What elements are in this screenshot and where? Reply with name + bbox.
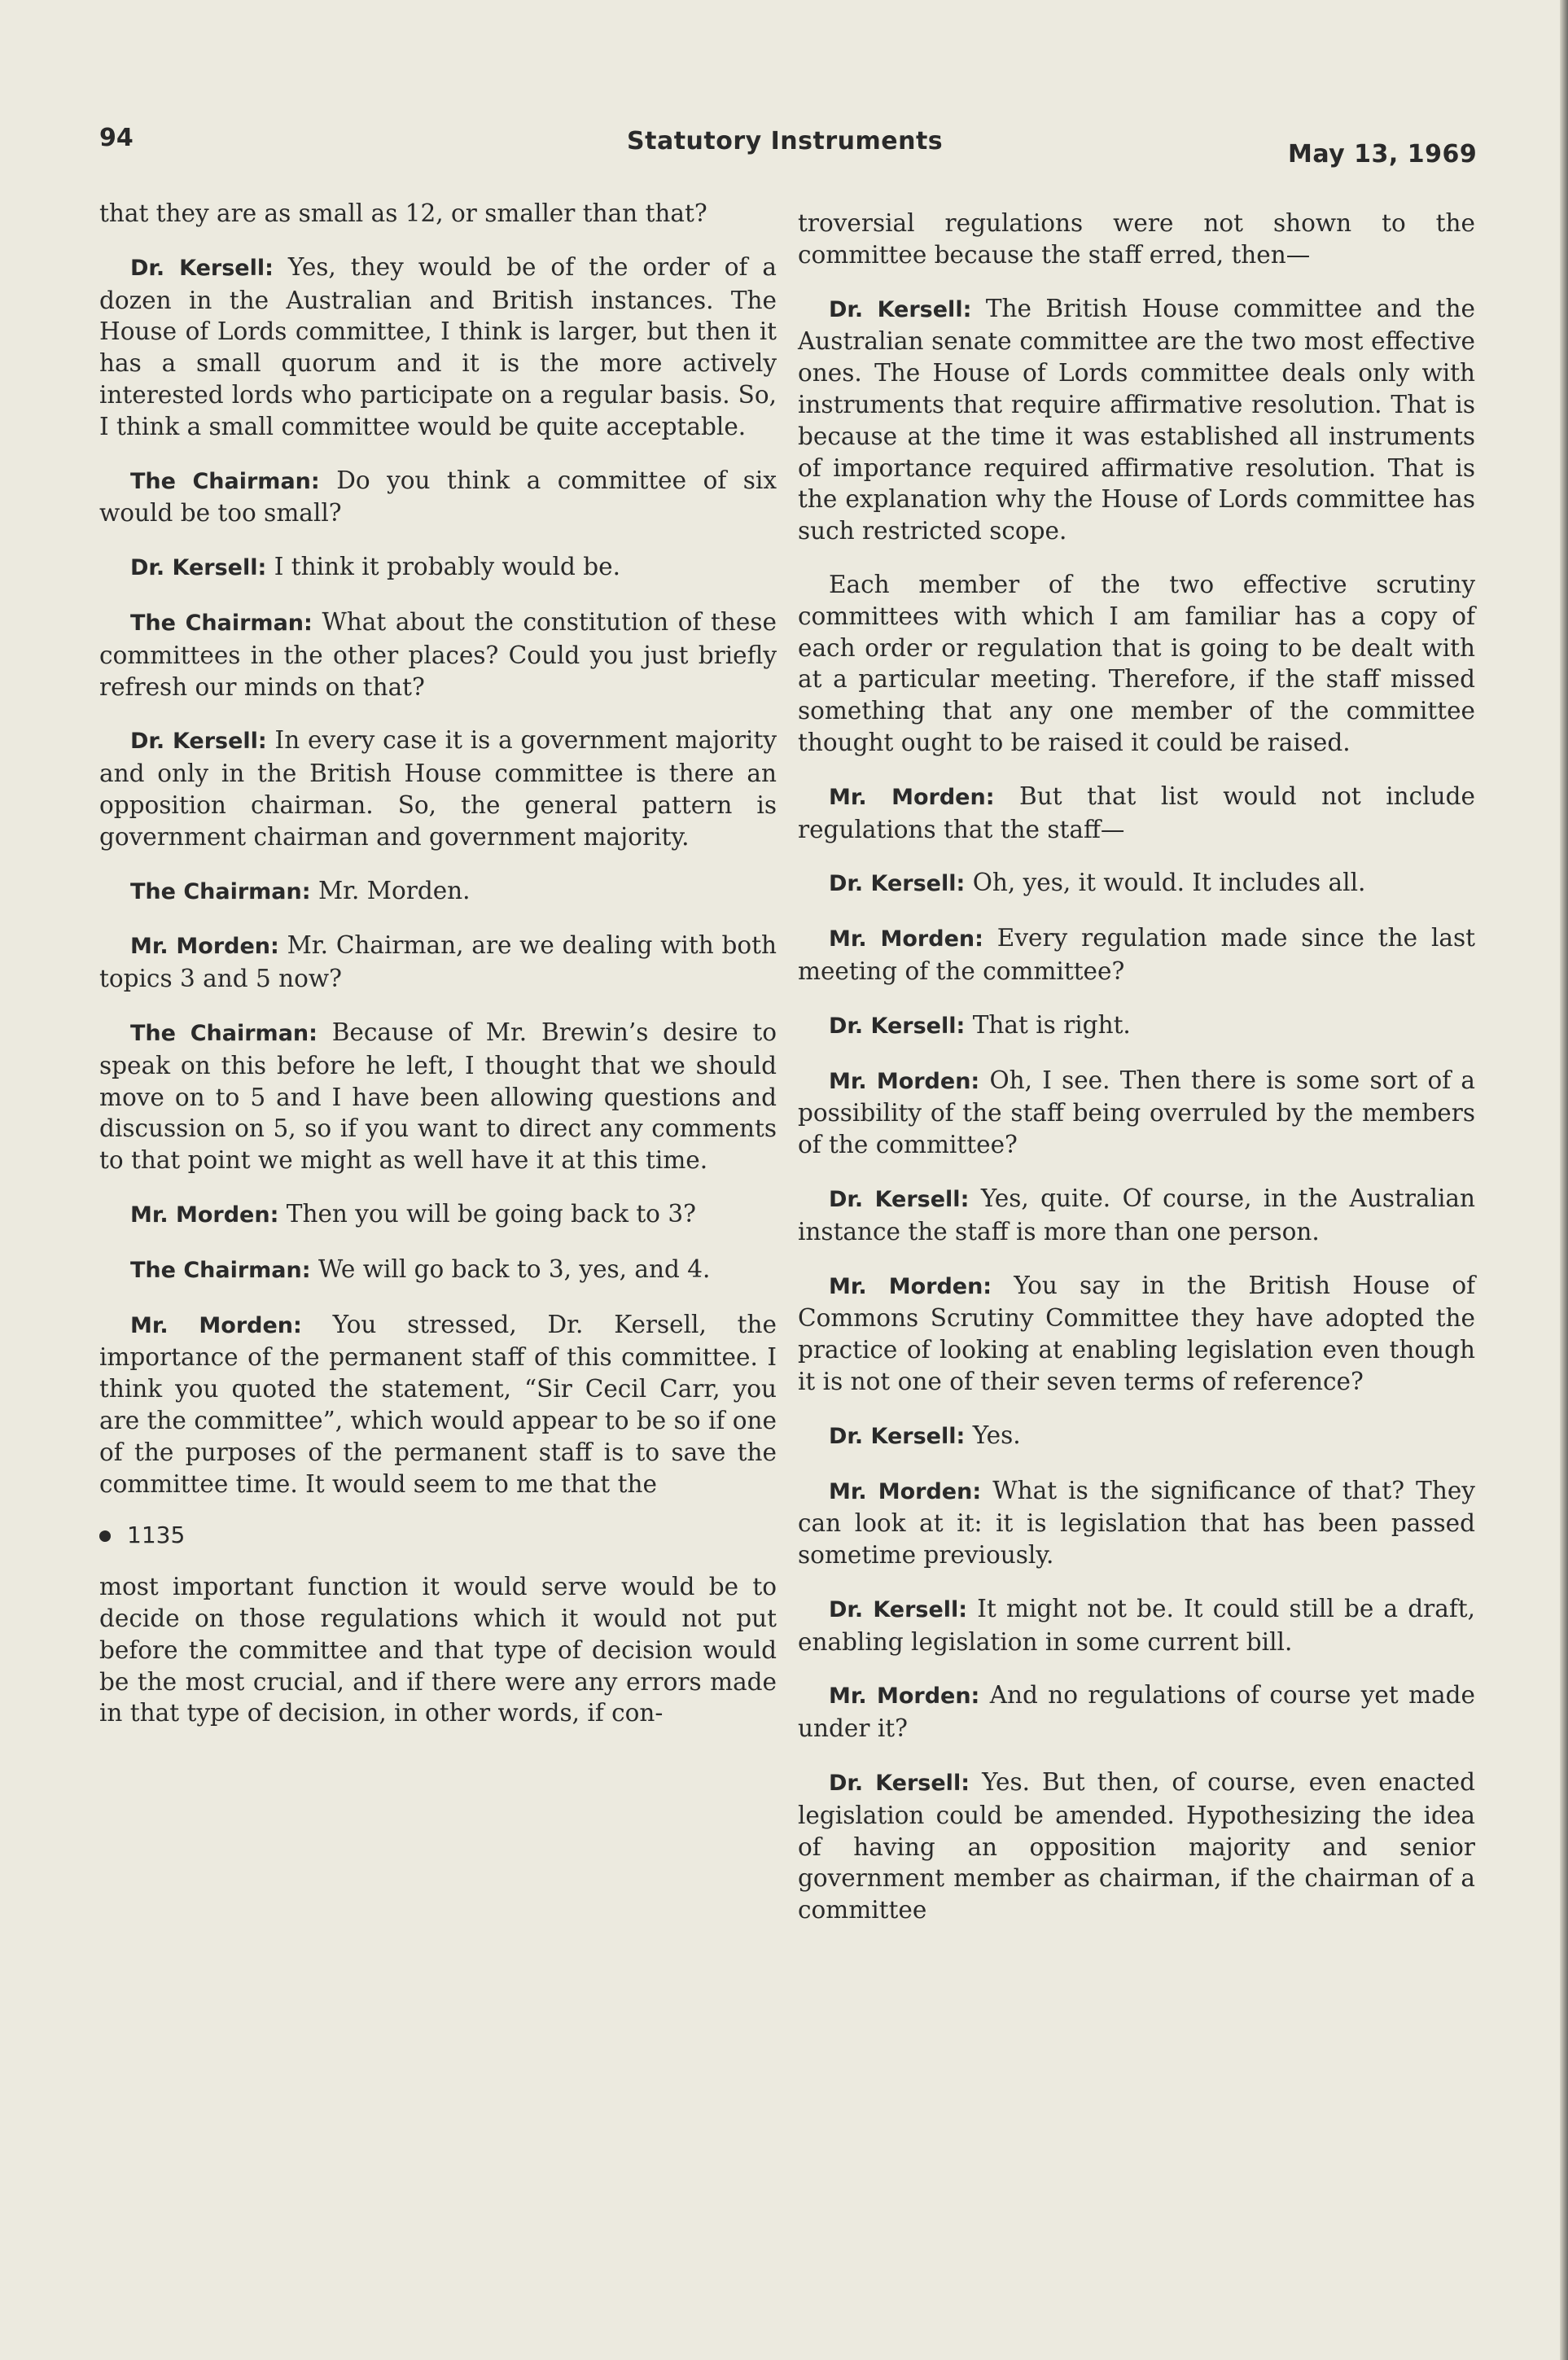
page-edge-shadow [1560,0,1568,2360]
speaker-name: Dr. Kersell: [829,1423,966,1449]
paragraph-text: I think it probably would be. [274,553,620,581]
time-marker-label: 1135 [127,1522,186,1549]
speaker-name: Mr. Morden: [829,1684,980,1710]
transcript-paragraph [798,781,1475,846]
transcript-paragraph [99,551,777,585]
page-header [0,124,1568,173]
transcript-paragraph [99,465,777,530]
paragraph-text: Oh, yes, it would. It includes all. [972,869,1366,897]
speaker-name: Dr. Kersell: [130,729,267,755]
paragraph-text: What is the significance of that? They can look at it: it is legislation that has been passed sometime previously. [798,1476,1475,1570]
transcript-paragraph [99,725,777,852]
left-column-continued [99,1571,777,1729]
paragraph-text: Oh, I see. Then there is some sort of a possibility of the staff being overruled by the members of the committee? [798,1066,1475,1159]
left-column-paragraphs [99,198,777,1500]
paragraph-text: But that list would not include regulations that the staff— [798,782,1475,843]
speaker-name: Dr. Kersell: [829,1186,970,1212]
transcript-paragraph [798,1593,1475,1658]
speaker-name: The Chairman: [130,1020,318,1046]
transcript-paragraph [798,1183,1475,1248]
paragraph-text: troversial regulations were not shown to the committee because the staff erred, then— [798,209,1475,269]
paragraph-text: Because of Mr. Brewin’s desire to speak on this before he left, I thought that we should move on to 5 and I have been allowing questions and discussion on 5, so if you want to direct any comments to that point we might as well have it at this time. [99,1018,777,1175]
speaker-name: The Chairman: [130,878,311,904]
paragraph-text: It might not be. It could still be a draft, enabling legislation in some current bill. [798,1594,1475,1656]
transcript-paragraph [798,1420,1475,1453]
paragraph-text: You say in the British House of Commons Scrutiny Committee they have adopted the practice of looking at enabling legislation even though it is not one of their seven terms of reference? [798,1271,1475,1395]
transcript-paragraph [798,1009,1475,1043]
speaker-name: Dr. Kersell: [130,255,274,281]
header-date: May 13, 1969 [1288,140,1478,169]
paragraph-text: The British House committee and the Australian senate committee are the two most effective ones. The House of Lords committee deals only with instruments that require affirmative resolution. That is because at the time it was established all instruments of importance required affirmative resolution. That is the explanation why the House of Lords committee has such restricted scope. [798,294,1475,545]
transcript-paragraph [99,1198,777,1232]
transcript-paragraph [798,1270,1475,1398]
running-title: Statutory Instruments [627,127,944,155]
transcript-paragraph [798,1767,1475,1926]
paragraph-text: Each member of the two effective scrutiny committees with which I am familiar has a copy of each order or regulation that is going to be dealt with at a particular meeting. Therefore, if the staff missed something that any one member of the committee thought ought to be raised it could be raised. [798,570,1475,756]
paragraph-text: And no regulations of course yet made under it? [798,1681,1475,1743]
transcript-paragraph [99,1571,777,1729]
speaker-name: Dr. Kersell: [130,555,267,581]
right-column-paragraphs [798,208,1475,1926]
speaker-name: Dr. Kersell: [829,1013,966,1039]
paragraph-text: Yes, quite. Of course, in the Australian instance the staff is more than one person. [798,1184,1475,1246]
page-number: 94 [99,124,134,152]
paragraph-text: Every regulation made since the last meeting of the committee? [798,924,1475,985]
speaker-name: Dr. Kersell: [829,1771,970,1797]
transcript-paragraph [798,1065,1475,1161]
transcript-paragraph [99,198,777,230]
paragraph-text: What about the constitution of these committees in the other places? Could you just briefly refresh our minds on that? [99,607,777,701]
speaker-name: Mr. Morden: [829,784,995,810]
speaker-name: Dr. Kersell: [829,296,972,322]
transcript-paragraph [798,293,1475,547]
paragraph-text: Mr. Morden. [318,876,471,904]
speaker-name: The Chairman: [130,1257,311,1283]
transcript-paragraph [99,1017,777,1176]
paragraph-text: Then you will be going back to 3? [286,1199,696,1228]
transcript-paragraph [99,252,777,443]
paragraph-text: Yes. But then, of course, even enacted legislation could be amended. Hypothesizing the idea of having an opposition majority and senior government member as chairman, if the chairman of a committee [798,1768,1475,1924]
transcript-paragraph [798,1679,1475,1745]
time-marker [99,1522,777,1548]
speaker-name: The Chairman: [130,610,313,636]
transcript-paragraph [798,569,1475,759]
speaker-name: The Chairman: [130,468,320,494]
transcript-paragraph [99,930,777,995]
paragraph-text: You stressed, Dr. Kersell, the importance of the permanent staff of this committee. I think you quoted the statement, “Sir Cecil Carr, you are the committee”, which would appear to be so if one of the purposes of the permanent staff is to save the committee time. It would seem to me that the [99,1310,777,1498]
transcript-paragraph [99,1309,777,1500]
transcript-paragraph [798,867,1475,900]
paragraph-text: In every case it is a government majority and only in the British House committee is there an opposition chairman. So, the general pattern is government chairman and government majority. [99,726,777,851]
paragraph-text: Yes, they would be of the order of a dozen in the Australian and British instances. The House of Lords committee, I think is larger, but then it has a small quorum and it is the more actively interested lords who participate on a regular basis. So, I think a small committee would be quite acceptable. [99,252,777,440]
speaker-name: Mr. Morden: [829,926,983,952]
transcript-paragraph [99,606,777,703]
paragraph-text: Yes. [972,1421,1021,1449]
bullet-icon [99,1530,111,1542]
left-column [99,198,777,1751]
paragraph-text: most important function it would serve would be to decide on those regulations which it would not put before the committee and that type of decision would be the most crucial, and if there were any errors made in that type of decision, in other words, if con- [99,1573,777,1727]
transcript-paragraph [99,875,777,909]
speaker-name: Mr. Morden: [130,1312,302,1338]
transcript-paragraph [798,922,1475,987]
speaker-name: Mr. Morden: [829,1478,982,1504]
speaker-name: Mr. Morden: [829,1068,980,1094]
paragraph-text: We will go back to 3, yes, and 4. [318,1254,711,1283]
paragraph-text: Mr. Chairman, are we dealing with both topics 3 and 5 now? [99,931,777,993]
transcript-paragraph [798,1475,1475,1571]
right-column [798,208,1475,1948]
paragraph-text: that they are as small as 12, or smaller than that? [99,199,707,227]
paragraph-text: That is right. [972,1010,1131,1039]
speaker-name: Mr. Morden: [130,934,279,960]
paragraph-text: Do you think a committee of six would be too small? [99,466,777,528]
transcript-paragraph [798,208,1475,271]
speaker-name: Mr. Morden: [130,1202,279,1228]
speaker-name: Dr. Kersell: [829,1596,968,1622]
transcript-paragraph [99,1254,777,1287]
speaker-name: Mr. Morden: [829,1273,992,1299]
speaker-name: Dr. Kersell: [829,871,966,897]
